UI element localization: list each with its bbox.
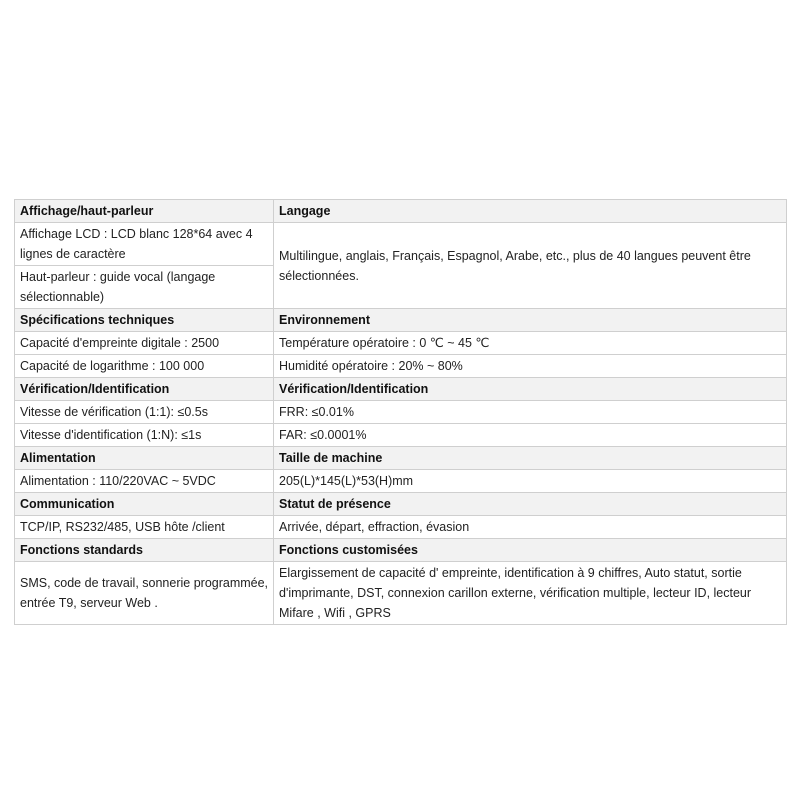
- statut-cell: Arrivée, départ, effraction, évasion: [274, 516, 787, 539]
- table-row: [15, 493, 787, 516]
- table-row: [15, 355, 787, 378]
- table-row: [15, 309, 787, 332]
- alimentation-header: Alimentation: [15, 447, 274, 470]
- langage-cell: Multilingue, anglais, Français, Espagnol, Arabe, etc., plus de 40 langues peuvent être sélectionnées.: [274, 223, 787, 309]
- table-row: [15, 539, 787, 562]
- fonctions-customisees-header: Fonctions customisées: [274, 539, 787, 562]
- environnement-header: Environnement: [274, 309, 787, 332]
- specifications-table: [14, 199, 787, 625]
- affichage-lcd-cell: Affichage LCD : LCD blanc 128*64 avec 4 lignes de caractère: [15, 223, 274, 266]
- table-row: [15, 516, 787, 539]
- vitesse-verification-cell: Vitesse de vérification (1:1): ≤0.5s: [15, 401, 274, 424]
- taille-header: Taille de machine: [274, 447, 787, 470]
- haut-parleur-cell: Haut-parleur : guide vocal (langage sélectionnable): [15, 266, 274, 309]
- capacite-logarithme-cell: Capacité de logarithme : 100 000: [15, 355, 274, 378]
- taille-cell: 205(L)*145(L)*53(H)mm: [274, 470, 787, 493]
- vitesse-identification-cell: Vitesse d'identification (1:N): ≤1s: [15, 424, 274, 447]
- far-cell: FAR: ≤0.0001%: [274, 424, 787, 447]
- affichage-header: Affichage/haut-parleur: [15, 200, 274, 223]
- frr-cell: FRR: ≤0.01%: [274, 401, 787, 424]
- table-row: [15, 562, 787, 625]
- temperature-cell: Température opératoire : 0 ℃ ~ 45 ℃: [274, 332, 787, 355]
- table-row: [15, 447, 787, 470]
- langage-header: Langage: [274, 200, 787, 223]
- verification-header-left: Vérification/Identification: [15, 378, 274, 401]
- fonctions-customisees-cell: Elargissement de capacité d' empreinte, identification à 9 chiffres, Auto statut, sortie d'imprimante, DST, connexion carillon externe, vérification multiple, lecteur ID, lecteur Mifare , Wifi , GPRS: [274, 562, 787, 625]
- fonctions-standards-header: Fonctions standards: [15, 539, 274, 562]
- verification-header-right: Vérification/Identification: [274, 378, 787, 401]
- table-row: [15, 200, 787, 223]
- alimentation-cell: Alimentation : 110/220VAC ~ 5VDC: [15, 470, 274, 493]
- table-row: [15, 424, 787, 447]
- table-row: [15, 223, 787, 266]
- table-row: [15, 378, 787, 401]
- table-row: [15, 332, 787, 355]
- communication-header: Communication: [15, 493, 274, 516]
- communication-cell: TCP/IP, RS232/485, USB hôte /client: [15, 516, 274, 539]
- fonctions-standards-cell: SMS, code de travail, sonnerie programmée, entrée T9, serveur Web .: [15, 562, 274, 625]
- table-row: [15, 401, 787, 424]
- statut-header: Statut de présence: [274, 493, 787, 516]
- specs-header: Spécifications techniques: [15, 309, 274, 332]
- humidite-cell: Humidité opératoire : 20% ~ 80%: [274, 355, 787, 378]
- table-row: [15, 470, 787, 493]
- capacite-empreinte-cell: Capacité d'empreinte digitale : 2500: [15, 332, 274, 355]
